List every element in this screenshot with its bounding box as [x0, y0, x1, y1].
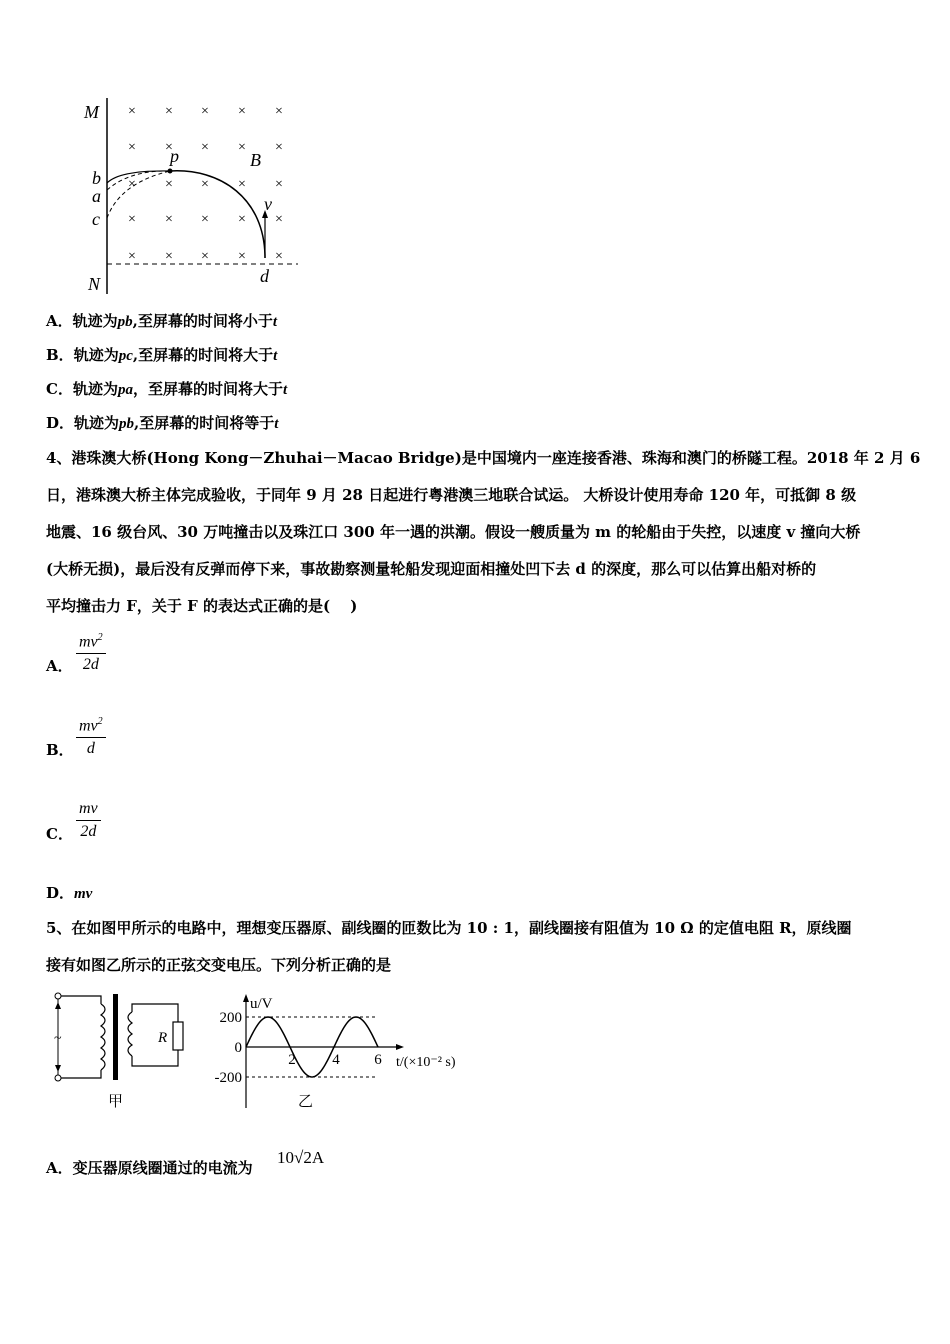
- field-x-mark: ×: [238, 140, 246, 155]
- transformer-circuit-figure: [46, 990, 196, 1115]
- x-tick-label: 4: [332, 1052, 340, 1068]
- label-B: B: [250, 150, 261, 170]
- q5-option-a-value: 10√2A: [277, 1148, 325, 1167]
- ac-source-label: ~: [54, 1031, 62, 1046]
- field-x-mark: ×: [128, 249, 136, 264]
- field-x-mark: ×: [165, 140, 173, 155]
- x-tick-label: 6: [374, 1052, 382, 1068]
- field-x-mark: ×: [201, 104, 209, 119]
- voltage-time-chart: [200, 990, 480, 1115]
- field-x-mark: ×: [275, 212, 283, 227]
- figure-yi-caption: 乙: [298, 1094, 314, 1110]
- magnetic-field-figure: [80, 98, 300, 298]
- field-x-mark: ×: [128, 104, 136, 119]
- q4-line-5: 平均撞击力 F，关于 F 的表达式正确的是( ): [46, 597, 358, 615]
- q4-option-d: D．mv: [46, 884, 93, 902]
- y-tick-label: -200: [214, 1070, 242, 1086]
- figure-jia-caption: 甲: [108, 1094, 124, 1110]
- field-x-mark: ×: [238, 249, 246, 264]
- q4-option-b-fraction: $mv^2$ d: [76, 716, 106, 758]
- q3-option-d: D．轨迹为pb,至屏幕的时间将等于t: [46, 414, 279, 432]
- field-x-mark: ×: [238, 104, 246, 119]
- field-x-mark: ×: [238, 212, 246, 227]
- field-x-mark: ×: [128, 212, 136, 227]
- q4-line-2: 日，港珠澳大桥主体完成验收，于同年 9 月 28 日起进行粤港澳三地联合试运。 大桥设计使用寿命 120 年，可抵御 8 级: [46, 486, 857, 504]
- label-p: p: [170, 146, 179, 166]
- field-x-mark: ×: [165, 177, 173, 192]
- q4-option-b-letter: B．: [46, 741, 74, 759]
- x-tick-label: 2: [288, 1052, 296, 1068]
- field-marks: [128, 104, 283, 264]
- field-x-mark: ×: [165, 249, 173, 264]
- q5-line-2: 接有如图乙所示的正弦交变电压。下列分析正确的是: [46, 956, 392, 974]
- label-v: v: [264, 194, 272, 214]
- q4-line-1: 4、港珠澳大桥(Hong Kong－Zhuhai－Macao Bridge)是中国境内一座连接香港、珠海和澳门的桥隧工程。2018 年 2 月 6: [46, 449, 921, 467]
- label-M: M: [84, 102, 99, 122]
- field-x-mark: ×: [238, 177, 246, 192]
- q4-line-4: (大桥无损)，最后没有反弹而停下来，事故勘察测量轮船发现迎面相撞处凹下去 d 的深度，那么可以估算出船对桥的: [46, 560, 817, 578]
- field-x-mark: ×: [165, 212, 173, 227]
- label-N: N: [88, 274, 101, 294]
- field-x-mark: ×: [201, 177, 209, 192]
- x-axis-label: t/(×10⁻² s): [396, 1055, 456, 1070]
- field-x-mark: ×: [201, 212, 209, 227]
- field-x-mark: ×: [275, 140, 283, 155]
- field-x-mark: ×: [128, 177, 136, 192]
- q3-option-a: A．轨迹为pb,至屏幕的时间将小于t: [46, 312, 278, 330]
- field-x-mark: ×: [128, 140, 136, 155]
- y-axis-label: u/V: [250, 996, 273, 1012]
- label-b: b: [92, 168, 101, 188]
- q4-option-a-fraction: $mv^2$ 2d: [76, 632, 106, 674]
- resistor-label: R: [158, 1030, 168, 1046]
- field-x-mark: ×: [275, 249, 283, 264]
- label-a: a: [92, 186, 101, 206]
- label-d: d: [260, 266, 269, 286]
- q3-option-b: B．轨迹为pc,至屏幕的时间将大于t: [46, 346, 278, 364]
- q4-option-c-fraction: mv 2d: [76, 800, 101, 841]
- y-tick-label: 0: [234, 1040, 242, 1056]
- field-x-mark: ×: [201, 140, 209, 155]
- q4-line-3: 地震、16 级台风、30 万吨撞击以及珠江口 300 年一遇的洪潮。假设一艘质量为 m 的轮船由于失控，以速度 v 撞向大桥: [46, 523, 861, 541]
- q4-option-c-letter: C．: [46, 825, 73, 843]
- field-x-mark: ×: [275, 177, 283, 192]
- q4-option-a-letter: A．: [46, 657, 73, 675]
- q3-option-c: C．轨迹为pa，至屏幕的时间将大于t: [46, 380, 288, 398]
- field-x-mark: ×: [165, 104, 173, 119]
- label-c: c: [92, 209, 100, 229]
- q5-line-1: 5、在如图甲所示的电路中，理想变压器原、副线圈的匝数比为 10 : 1，副线圈接有阻值为 10 Ω 的定值电阻 R，原线圈: [46, 919, 852, 937]
- field-x-mark: ×: [275, 104, 283, 119]
- q5-option-a: A．变压器原线圈通过的电流为: [46, 1159, 253, 1177]
- y-tick-label: 200: [219, 1010, 242, 1026]
- field-x-mark: ×: [201, 249, 209, 264]
